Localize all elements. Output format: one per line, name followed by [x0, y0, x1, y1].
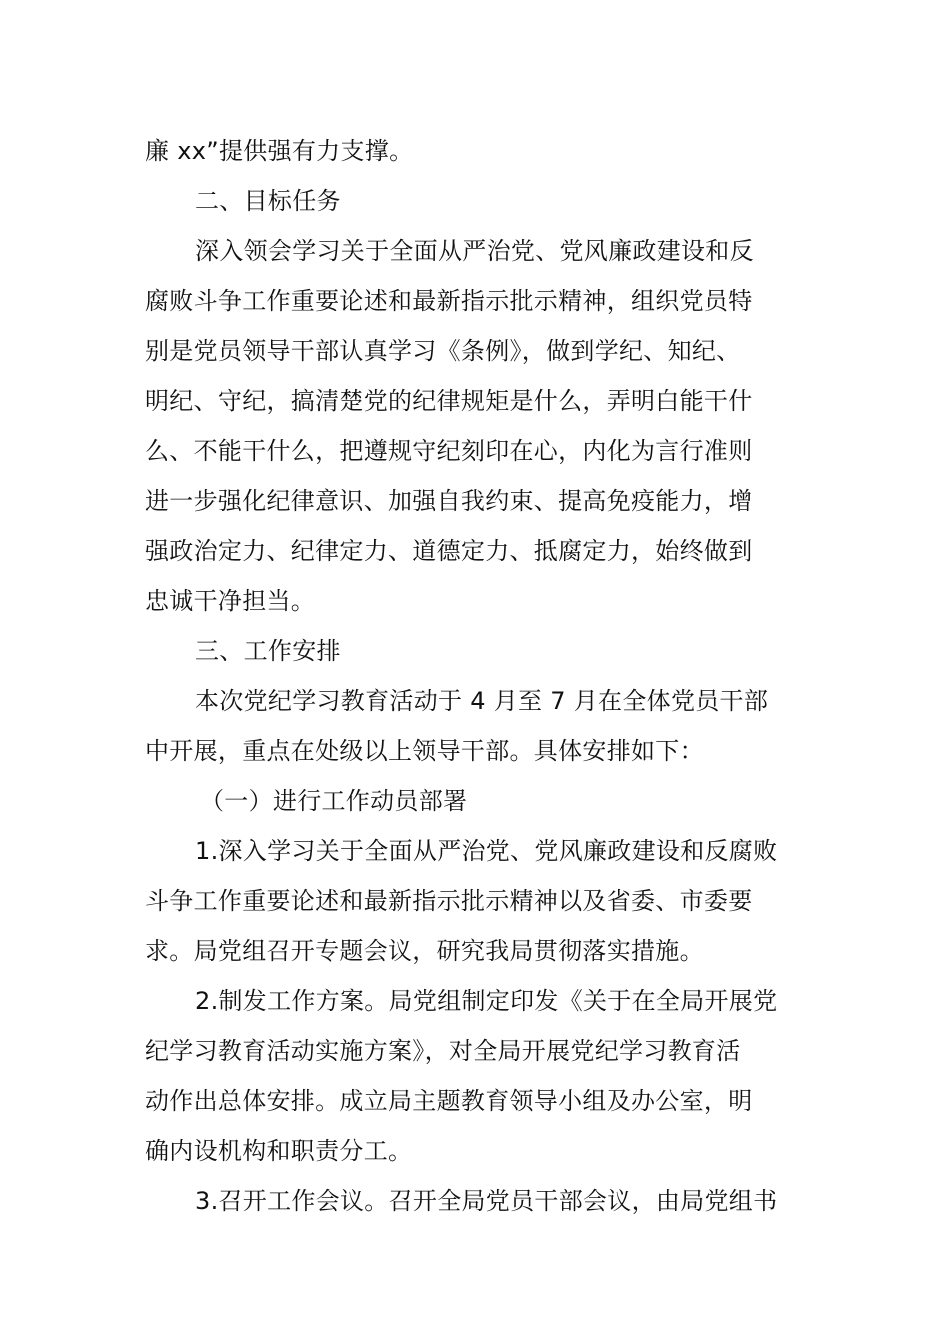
list-item-text: 3.召开工作会议。召开全局党员干部会议，由局党组书: [195, 1187, 778, 1215]
body-text-line: 纪学习教育活动实施方案》，对全局开展党纪学习教育活: [145, 1037, 741, 1065]
subsection-heading: （一）进行工作动员部署: [200, 787, 468, 815]
body-text-line: 动作出总体安排。成立局主题教育领导小组及办公室，明: [145, 1087, 753, 1115]
body-text-line: 廉 xx”提供强有力支撑。: [145, 137, 414, 165]
body-text-line: 忠诚干净担当。: [145, 587, 316, 615]
body-text-line: 腐败斗争工作重要论述和最新指示批示精神，组织党员特: [145, 287, 753, 315]
section-heading-arrangements: 三、工作安排: [195, 637, 341, 665]
body-text-line: 强政治定力、纪律定力、道德定力、抵腐定力，始终做到: [145, 537, 753, 565]
body-text-line: 深入领会学习关于全面从严治党、党风廉政建设和反: [195, 237, 754, 265]
list-item-text: 1.深入学习关于全面从严治党、党风廉政建设和反腐败: [195, 837, 778, 865]
body-text-line: 斗争工作重要论述和最新指示批示精神以及省委、市委要: [145, 887, 753, 915]
body-text-line: 中开展，重点在处级以上领导干部。具体安排如下：: [145, 737, 704, 765]
body-text-line: 别是党员领导干部认真学习《条例》，做到学纪、知纪、: [145, 337, 741, 365]
body-text-line: 么、不能干什么，把遵规守纪刻印在心，内化为言行准则: [145, 437, 753, 465]
body-text-line: 确内设机构和职责分工。: [145, 1137, 413, 1165]
body-text-line: 明纪、守纪，搞清楚党的纪律规矩是什么，弄明白能干什: [145, 387, 753, 415]
body-text-line: 进一步强化纪律意识、加强自我约束、提高免疫能力，增: [145, 487, 753, 515]
section-heading-objectives: 二、目标任务: [195, 187, 341, 215]
body-text-line: 本次党纪学习教育活动于 4 月至 7 月在全体党员干部: [195, 687, 769, 715]
list-item-text: 2.制发工作方案。局党组制定印发《关于在全局开展党: [195, 987, 778, 1015]
body-text-line: 求。局党组召开专题会议，研究我局贯彻落实措施。: [145, 937, 704, 965]
